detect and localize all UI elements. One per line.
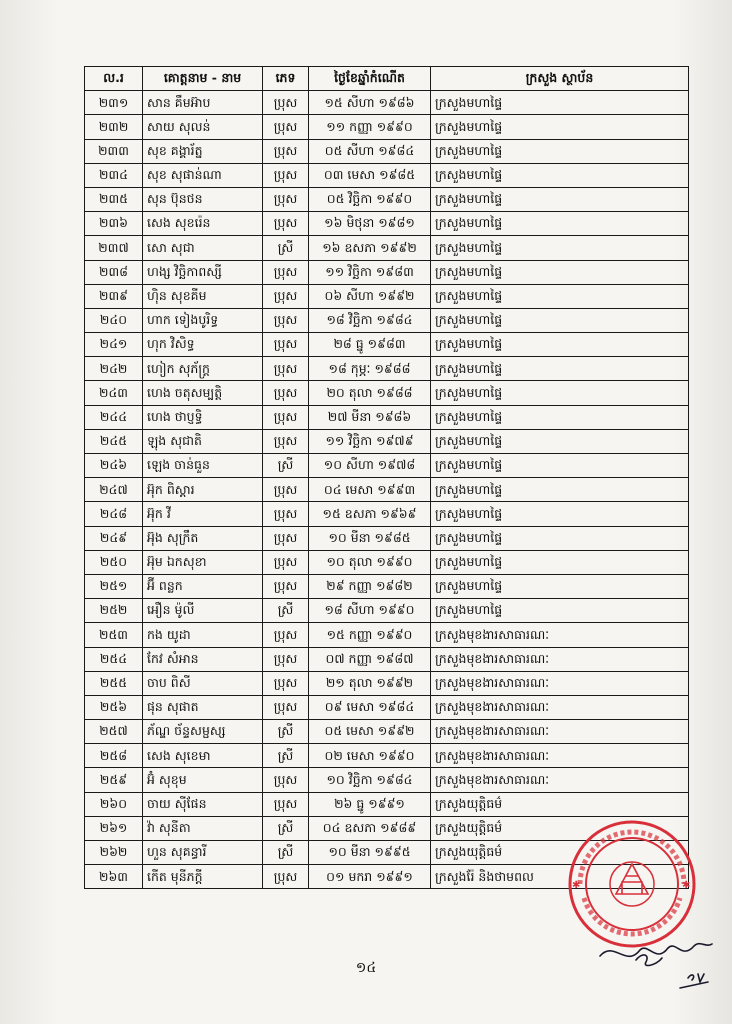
full-name: កែវ សំអាន bbox=[143, 647, 263, 671]
sex: ប្រុស bbox=[263, 768, 309, 792]
full-name: ឡេង ចាន់ធួន bbox=[143, 454, 263, 478]
row-number: ២៥៦ bbox=[85, 695, 143, 719]
row-number: ២៣៣ bbox=[85, 139, 143, 163]
date-of-birth: ០១ មករា ១៩៩១ bbox=[309, 865, 431, 889]
full-name: អ៊ី ពន្លក bbox=[143, 574, 263, 598]
ministry: ក្រសួងមហាផ្ទៃ bbox=[431, 526, 689, 550]
full-name: ហ៊ិន សុខគីម bbox=[143, 284, 263, 308]
full-name: ហេង ចតុសម្បត្តិ bbox=[143, 381, 263, 405]
date-of-birth: ០៣ មេសា ១៩៨៥ bbox=[309, 163, 431, 187]
date-of-birth: ០៥ មេសា ១៩៩២ bbox=[309, 720, 431, 744]
roster-table-body bbox=[85, 91, 689, 889]
sex: ស្រី bbox=[263, 816, 309, 840]
date-of-birth: ២៧ មីនា ១៩៨៦ bbox=[309, 405, 431, 429]
ministry: ក្រសួងមហាផ្ទៃ bbox=[431, 405, 689, 429]
ministry: ក្រសួងមុខងារសាធារណៈ bbox=[431, 647, 689, 671]
ministry: ក្រសួងមហាផ្ទៃ bbox=[431, 478, 689, 502]
full-name: ហេង ថាប្ញទ្ធិ bbox=[143, 405, 263, 429]
sex: ស្រី bbox=[263, 720, 309, 744]
header-row bbox=[85, 67, 689, 91]
official-seal bbox=[566, 818, 698, 950]
date-of-birth: ០៩ មេសា ១៩៨៤ bbox=[309, 695, 431, 719]
sex: ប្រុស bbox=[263, 139, 309, 163]
date-of-birth: ១៨ កុម្ភៈ ១៩៨៨ bbox=[309, 357, 431, 381]
ministry: ក្រសួងមហាផ្ទៃ bbox=[431, 381, 689, 405]
row-number: ២៣៧ bbox=[85, 236, 143, 260]
seal-star-left: ✱ bbox=[572, 880, 581, 891]
table-row bbox=[85, 574, 689, 598]
seal-center-ring bbox=[610, 862, 654, 906]
sex: ប្រុស bbox=[263, 792, 309, 816]
signature-underline bbox=[680, 982, 708, 988]
header-sex: ភេទ bbox=[263, 67, 309, 91]
date-of-birth: ១០ សីហា ១៩៧៨ bbox=[309, 454, 431, 478]
ministry: ក្រសួងមហាផ្ទៃ bbox=[431, 163, 689, 187]
row-number: ២៥១ bbox=[85, 574, 143, 598]
table-row bbox=[85, 91, 689, 115]
full-name: សាន គឹមអ៊ាប bbox=[143, 91, 263, 115]
sex: ប្រុស bbox=[263, 187, 309, 211]
row-number: ២៣៥ bbox=[85, 187, 143, 211]
sex: ប្រុស bbox=[263, 115, 309, 139]
ministry: ក្រសួងយុត្តិធម៌ bbox=[431, 816, 689, 840]
date-of-birth: ១៦ មិថុនា ១៩៨១ bbox=[309, 212, 431, 236]
full-name: អ៊ុក វី bbox=[143, 502, 263, 526]
ministry: ក្រសួងមុខងារសាធារណៈ bbox=[431, 768, 689, 792]
full-name: សេង សុខេមា bbox=[143, 744, 263, 768]
date-of-birth: ០៥ សីហា ១៩៨៤ bbox=[309, 139, 431, 163]
ministry: ក្រសួងយុត្តិធម៌ bbox=[431, 792, 689, 816]
ministry: ក្រសួងមហាផ្ទៃ bbox=[431, 236, 689, 260]
table-row bbox=[85, 308, 689, 332]
sex: ប្រុស bbox=[263, 357, 309, 381]
ministry: ក្រសួងមហាផ្ទៃ bbox=[431, 260, 689, 284]
row-number: ២៦៣ bbox=[85, 865, 143, 889]
table-row bbox=[85, 429, 689, 453]
table-row bbox=[85, 478, 689, 502]
date-of-birth: ១០ មីនា ១៩៨៥ bbox=[309, 526, 431, 550]
row-number: ២៦២ bbox=[85, 841, 143, 865]
full-name: កើត មុនីភក្តី bbox=[143, 865, 263, 889]
row-number: ២៥៧ bbox=[85, 720, 143, 744]
ministry: ក្រសួងមុខងារសាធារណៈ bbox=[431, 671, 689, 695]
ministry: ក្រសួងមហាផ្ទៃ bbox=[431, 333, 689, 357]
table-row bbox=[85, 163, 689, 187]
date-of-birth: ០៤ ឧសភា ១៩៨៩ bbox=[309, 816, 431, 840]
row-number: ២៣៦ bbox=[85, 212, 143, 236]
ministry: ក្រសួងមហាផ្ទៃ bbox=[431, 357, 689, 381]
row-number: ២៥៩ bbox=[85, 768, 143, 792]
full-name: អ៊ុង សុក្រឹត bbox=[143, 526, 263, 550]
header-ministry: ក្រសួង ស្ថាប័ន bbox=[431, 67, 689, 91]
full-name: សុខ សុផាន់ណា bbox=[143, 163, 263, 187]
row-number: ២៤១ bbox=[85, 333, 143, 357]
sex: ប្រុស bbox=[263, 212, 309, 236]
sex: ប្រុស bbox=[263, 478, 309, 502]
full-name: ចាយ ស៊ីផែន bbox=[143, 792, 263, 816]
table-row bbox=[85, 139, 689, 163]
row-number: ២៣៩ bbox=[85, 284, 143, 308]
row-number: ២៤៥ bbox=[85, 429, 143, 453]
header-name: គោត្តនាម - នាម bbox=[143, 67, 263, 91]
table-row bbox=[85, 405, 689, 429]
sex: ប្រុស bbox=[263, 260, 309, 284]
row-number: ២៤០ bbox=[85, 308, 143, 332]
table-row bbox=[85, 381, 689, 405]
ministry: ក្រសួងមហាផ្ទៃ bbox=[431, 454, 689, 478]
full-name: ហង្ស វិច្ឆិកាពស្សី bbox=[143, 260, 263, 284]
ministry: ក្រសួងមុខងារសាធារណៈ bbox=[431, 744, 689, 768]
header-dob: ថ្ងៃខែឆ្នាំកំណើត bbox=[309, 67, 431, 91]
date-of-birth: ១១ វិច្ឆិកា ១៩៨៣ bbox=[309, 260, 431, 284]
date-of-birth: ២១ តុលា ១៩៩២ bbox=[309, 671, 431, 695]
row-number: ២៥០ bbox=[85, 550, 143, 574]
row-number: ២៥៥ bbox=[85, 671, 143, 695]
table-row bbox=[85, 454, 689, 478]
date-of-birth: ១០ វិច្ឆិកា ១៩៨៤ bbox=[309, 768, 431, 792]
table-row bbox=[85, 792, 689, 816]
date-of-birth: ២៦ ធ្នូ ១៩៩១ bbox=[309, 792, 431, 816]
date-of-birth: ០៤ មេសា ១៩៩៣ bbox=[309, 478, 431, 502]
date-of-birth: ០៧ កញ្ញា ១៩៨៧ bbox=[309, 647, 431, 671]
sex: ស្រី bbox=[263, 599, 309, 623]
table-row bbox=[85, 720, 689, 744]
table-row bbox=[85, 623, 689, 647]
table-row bbox=[85, 212, 689, 236]
table-row bbox=[85, 647, 689, 671]
table-row bbox=[85, 550, 689, 574]
seal-star-right: ✱ bbox=[682, 880, 691, 891]
table-row bbox=[85, 695, 689, 719]
date-of-birth: ០៦ សីហា ១៩៩២ bbox=[309, 284, 431, 308]
sex: ប្រុស bbox=[263, 623, 309, 647]
sex: ប្រុស bbox=[263, 333, 309, 357]
row-number: ២៤២ bbox=[85, 357, 143, 381]
ministry: ក្រសួងមហាផ្ទៃ bbox=[431, 115, 689, 139]
ministry: ក្រសួងមហាផ្ទៃ bbox=[431, 308, 689, 332]
roster-table-header bbox=[85, 67, 689, 91]
table-row bbox=[85, 768, 689, 792]
full-name: អឿន ម៉ូលី bbox=[143, 599, 263, 623]
row-number: ២៦១ bbox=[85, 816, 143, 840]
sex: ប្រុស bbox=[263, 865, 309, 889]
date-of-birth: ២០ តុលា ១៩៨៨ bbox=[309, 381, 431, 405]
seal-outer-ring bbox=[570, 822, 694, 946]
sex: ស្រី bbox=[263, 454, 309, 478]
table-row bbox=[85, 502, 689, 526]
sex: ប្រុស bbox=[263, 163, 309, 187]
full-name: ភ័ណ្ឌ ច័ន្ទសម្ផស្ស bbox=[143, 720, 263, 744]
full-name: វ៉ា សុនីតា bbox=[143, 816, 263, 840]
sex: ប្រុស bbox=[263, 502, 309, 526]
row-number: ២៤៧ bbox=[85, 478, 143, 502]
row-number: ២៣២ bbox=[85, 115, 143, 139]
date-of-birth: ១១ កញ្ញា ១៩៩០ bbox=[309, 115, 431, 139]
signature-stroke-loop bbox=[636, 955, 662, 966]
signature-stroke-main bbox=[600, 944, 712, 957]
row-number: ២៤៦ bbox=[85, 454, 143, 478]
ministry: ក្រសួងមុខងារសាធារណៈ bbox=[431, 623, 689, 647]
table-row bbox=[85, 744, 689, 768]
full-name: ហុក វិសិទ្ធ bbox=[143, 333, 263, 357]
sex: ប្រុស bbox=[263, 429, 309, 453]
sex: ប្រុស bbox=[263, 695, 309, 719]
row-number: ២៤៨ bbox=[85, 502, 143, 526]
ministry: ក្រសួងមុខងារសាធារណៈ bbox=[431, 695, 689, 719]
table-row bbox=[85, 260, 689, 284]
sex: ស្រី bbox=[263, 841, 309, 865]
row-number: ២៣៨ bbox=[85, 260, 143, 284]
seal-temple-emblem bbox=[616, 864, 648, 894]
full-name: កង យូដា bbox=[143, 623, 263, 647]
sex: ប្រុស bbox=[263, 91, 309, 115]
date-of-birth: ២៩ កញ្ញា ១៩៨២ bbox=[309, 574, 431, 598]
sex: ប្រុស bbox=[263, 526, 309, 550]
ministry: ក្រសួងមហាផ្ទៃ bbox=[431, 429, 689, 453]
date-of-birth: ១១ វិច្ឆិកា ១៩៧៩ bbox=[309, 429, 431, 453]
full-name: អ៊ំ សុខុម bbox=[143, 768, 263, 792]
full-name: សេង សុខរ៉េន bbox=[143, 212, 263, 236]
date-of-birth: ២៨ ធ្នូ ១៩៨៣ bbox=[309, 333, 431, 357]
ministry: ក្រសួងមហាផ្ទៃ bbox=[431, 187, 689, 211]
sex: ស្រី bbox=[263, 744, 309, 768]
full-name: ចាប ពិសី bbox=[143, 671, 263, 695]
row-number: ២៣១ bbox=[85, 91, 143, 115]
ministry: ក្រសួងមហាផ្ទៃ bbox=[431, 284, 689, 308]
table-row bbox=[85, 284, 689, 308]
full-name: ឡុង សុជាតិ bbox=[143, 429, 263, 453]
ministry: ក្រសួងមហាផ្ទៃ bbox=[431, 91, 689, 115]
full-name: អ៊ុក ពិស្តារ bbox=[143, 478, 263, 502]
sex: ប្រុស bbox=[263, 550, 309, 574]
date-of-birth: ០៥ វិច្ឆិកា ១៩៩០ bbox=[309, 187, 431, 211]
date-of-birth: ១០ មីនា ១៩៩៥ bbox=[309, 841, 431, 865]
full-name: ហួន សុគន្ធារី bbox=[143, 841, 263, 865]
date-of-birth: ១០ តុលា ១៩៩០ bbox=[309, 550, 431, 574]
signature bbox=[596, 934, 716, 1004]
ministry: ក្រសួងមហាផ្ទៃ bbox=[431, 502, 689, 526]
full-name: សោ សុជា bbox=[143, 236, 263, 260]
ministry: ក្រសួងមហាផ្ទៃ bbox=[431, 212, 689, 236]
date-of-birth: ១៨ សីហា ១៩៩០ bbox=[309, 599, 431, 623]
full-name: ផុន សុផាត bbox=[143, 695, 263, 719]
sex: ស្រី bbox=[263, 236, 309, 260]
table-row bbox=[85, 599, 689, 623]
row-number: ២៥៣ bbox=[85, 623, 143, 647]
row-number: ២៤៩ bbox=[85, 526, 143, 550]
roster-table bbox=[84, 66, 689, 889]
full-name: សាយ សុលន់ bbox=[143, 115, 263, 139]
row-number: ២៦០ bbox=[85, 792, 143, 816]
signature-initials bbox=[688, 974, 704, 982]
ministry: ក្រសួងយុត្តិធម៌ bbox=[431, 841, 689, 865]
full-name: ហៀក សុភ័ក្រ្ត bbox=[143, 357, 263, 381]
row-number: ២៤៤ bbox=[85, 405, 143, 429]
ministry: ក្រសួងមុខងារសាធារណៈ bbox=[431, 720, 689, 744]
sex: ប្រុស bbox=[263, 647, 309, 671]
date-of-birth: ១៨ វិច្ឆិកា ១៩៨៤ bbox=[309, 308, 431, 332]
table-row bbox=[85, 526, 689, 550]
table-row bbox=[85, 187, 689, 211]
full-name: សុខ គង្គារ័ត្ន bbox=[143, 139, 263, 163]
seal-inner-ring bbox=[586, 838, 678, 930]
date-of-birth: ១៦ ឧសភា ១៩៩២ bbox=[309, 236, 431, 260]
ministry: ក្រសួងរ៉ែ និងថាមពល bbox=[431, 865, 689, 889]
ministry: ក្រសួងមហាផ្ទៃ bbox=[431, 139, 689, 163]
row-number: ២៣៤ bbox=[85, 163, 143, 187]
header-no: ល.រ bbox=[85, 67, 143, 91]
table-row bbox=[85, 333, 689, 357]
full-name: សុន ប៊ុនថន bbox=[143, 187, 263, 211]
date-of-birth: ១៥ សីហា ១៩៨៦ bbox=[309, 91, 431, 115]
table-row bbox=[85, 671, 689, 695]
page-number: ១៤ bbox=[355, 960, 377, 976]
row-number: ២៤៣ bbox=[85, 381, 143, 405]
date-of-birth: ១៥ ឧសភា ១៩៦៩ bbox=[309, 502, 431, 526]
date-of-birth: ០២ មេសា ១៩៩០ bbox=[309, 744, 431, 768]
sex: ប្រុស bbox=[263, 284, 309, 308]
full-name: ហាក ទៀងបូរិទ្ធ bbox=[143, 308, 263, 332]
sex: ប្រុស bbox=[263, 381, 309, 405]
sex: ប្រុស bbox=[263, 308, 309, 332]
row-number: ២៥២ bbox=[85, 599, 143, 623]
full-name: អ៊ុម ឯកសុខា bbox=[143, 550, 263, 574]
table-row bbox=[85, 357, 689, 381]
sex: ប្រុស bbox=[263, 574, 309, 598]
row-number: ២៥៨ bbox=[85, 744, 143, 768]
table-row bbox=[85, 115, 689, 139]
ministry: ក្រសួងមហាផ្ទៃ bbox=[431, 599, 689, 623]
sex: ប្រុស bbox=[263, 405, 309, 429]
row-number: ២៥៤ bbox=[85, 647, 143, 671]
ministry: ក្រសួងមហាផ្ទៃ bbox=[431, 574, 689, 598]
table-row bbox=[85, 236, 689, 260]
ministry: ក្រសួងមហាផ្ទៃ bbox=[431, 550, 689, 574]
sex: ប្រុស bbox=[263, 671, 309, 695]
date-of-birth: ១៥ កញ្ញា ១៩៩០ bbox=[309, 623, 431, 647]
